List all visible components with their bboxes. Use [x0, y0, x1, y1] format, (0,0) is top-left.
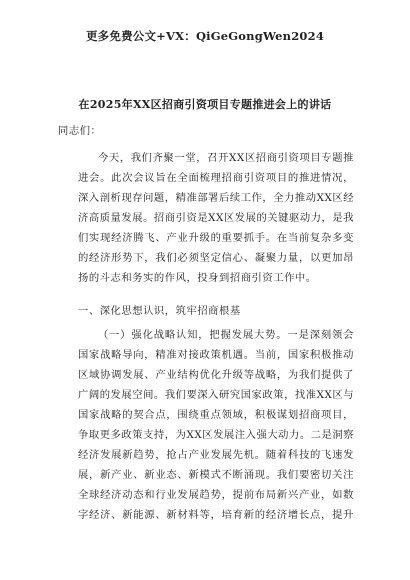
paragraph-line: 全球经济动态和行业发展趋势，提前布局新兴产业，如数: [78, 489, 354, 501]
salutation: 同志们：: [58, 125, 102, 137]
document-title: 在2025年XX区招商引资项目专题推进会上的讲话: [78, 98, 332, 111]
paragraph-line: 广阔的发展空间。我们要深入研究国家政策，找准XX区与: [78, 389, 354, 401]
paragraph-line: 展，新产业、新业态、新模式不断涌现。我们要密切关注: [78, 469, 354, 481]
paragraph-line: 今天，我们齐聚一堂，召开XX区招商引资项目专题推: [98, 152, 354, 164]
paragraph-line: 的经济形势下，我们必须坚定信心、凝聚力量，以更加昂: [78, 252, 354, 264]
paragraph-line: 经济发展新趋势，抢占产业发展先机。随着科技的飞速发: [78, 449, 354, 461]
paragraph-section-one: [58, 325, 354, 525]
paragraph-line: 国家战略的契合点，围绕重点领域，积极谋划招商项目，: [78, 409, 354, 421]
section-heading: 一、深化思想认识，筑牢招商根基: [78, 305, 241, 317]
paragraph-line: 进会。此次会议旨在全面梳理招商引资项目的推进情况，: [78, 172, 354, 184]
paragraph-line: 济高质量发展。招商引资是XX区发展的关键驱动力，是我: [78, 212, 354, 224]
paragraph-line: 字经济、新能源、新材料等，培育新的经济增长点，提升: [78, 509, 354, 521]
paragraph-line: 扬的斗志和务实的作风，投身到招商引资工作中。: [78, 272, 317, 284]
paragraph-line: 国家战略导向，精准对接政策机遇。当前，国家积极推动: [78, 349, 354, 361]
watermark-header: 更多免费公文+VX：QiGeGongWen2024: [85, 29, 325, 43]
paragraph-line: 深入剖析现存问题，精准部署后续工作，全力推动XX区经: [78, 192, 354, 204]
paragraph-opening: [58, 148, 354, 288]
paragraph-line: （一）强化战略认知，把握发展大势。一是深刻领会: [98, 329, 354, 341]
paragraph-line: 区域协调发展、产业结构优化升级等战略，为我们提供了: [78, 369, 354, 381]
paragraph-line: 争取更多政策支持，为XX区发展注入强大动力。二是洞察: [78, 429, 354, 441]
paragraph-line: 们实现经济腾飞、产业升级的重要抓手。在当前复杂多变: [78, 232, 354, 244]
